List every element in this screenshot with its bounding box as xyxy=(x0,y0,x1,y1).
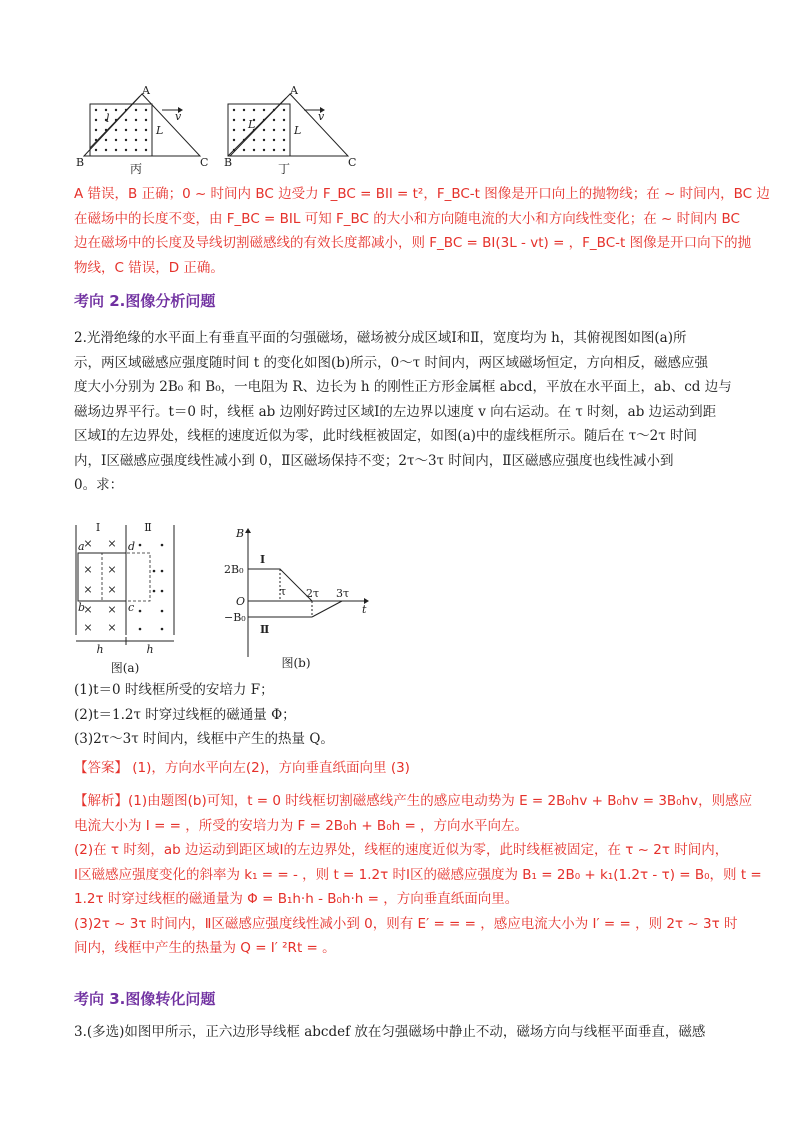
figure-a xyxy=(70,515,200,675)
label-l: l xyxy=(106,112,110,125)
analysis-line: 物线，C 错误，D 正确。 xyxy=(74,259,224,276)
region-II-label: Ⅱ xyxy=(144,521,152,534)
corner-c: c xyxy=(128,601,135,614)
svg-text:×: × xyxy=(83,583,93,596)
label-L: L xyxy=(294,124,302,137)
solution-line: (1)由题图(b)可知，t = 0 时线框切割磁感线产生的感应电动势为 E = 2B₀hv + B₀hv = 3B₀hv，则感应 xyxy=(128,793,753,809)
label-B: B xyxy=(76,156,85,169)
label-l: L xyxy=(248,118,256,131)
analysis-line: 在磁场中的长度不变，由 F_BC = BIL 可知 F_BC 的大小和方向随电流的大小和方向线性变化；在 ~ 时间内 BC xyxy=(74,210,740,227)
width-h-1: h xyxy=(96,643,104,656)
tick-3tau: 3τ xyxy=(336,587,350,600)
svg-text:×: × xyxy=(83,603,93,616)
answer-line xyxy=(74,756,734,781)
region-I-label: Ⅰ xyxy=(95,521,101,534)
question-item: (1)t＝0 时线框所受的安培力 F； xyxy=(74,682,274,698)
svg-text:×: × xyxy=(83,563,93,576)
solution-block xyxy=(74,789,762,961)
svg-text:×: × xyxy=(83,537,93,550)
solution-line: 间内，线框中产生的热量为 Q = I′ ²Rt = 。 xyxy=(74,940,336,956)
svg-text:×: × xyxy=(107,563,117,576)
solution-label: 【解析】 xyxy=(74,793,128,809)
svg-text:×: × xyxy=(107,621,117,634)
solution-line: (2)在 τ 时刻，ab 边运动到距区域Ⅰ的左边界处，线框的速度近似为零，此时线框被固定，在 τ ~ 2τ 时间内， xyxy=(74,842,729,858)
series-I-label: Ⅰ xyxy=(260,553,266,566)
tick-negB0: −B₀ xyxy=(224,611,246,624)
section-2-title: 考向 2.图像分析问题 xyxy=(74,292,216,310)
solution-line: Ⅰ区磁感应强度变化的斜率为 k₁ = = - ，则 t = 1.2τ 时Ⅰ区的磁感应强度为 B₁ = 2B₀ + k₁(1.2τ - τ) = B₀，则 t = xyxy=(74,866,762,883)
label-A: A xyxy=(290,86,298,97)
label-v: v xyxy=(318,110,325,123)
problem-2 xyxy=(74,326,734,498)
problem-line: 磁场边界平行。t＝0 时，线框 ab 边刚好跨过区域Ⅰ的左边界以速度 v 向右运动。在 τ 时刻，ab 边运动到距 xyxy=(74,403,717,420)
solution-line: (3)2τ ~ 3τ 时间内，Ⅱ区磁感应强度线性减小到 0，则有 E′ = = = ，感应电流大小为 I′ = = ，则 2τ ~ 3τ 时 xyxy=(74,915,738,932)
problem-line: 内，Ⅰ区磁感应强度线性减小到 0，Ⅱ区磁场保持不变；2τ～3τ 时间内，Ⅱ区磁感应强度也线性减小到 xyxy=(74,452,674,469)
tick-2tau: 2τ xyxy=(306,587,320,600)
solution-line: 1.2τ 时穿过线框的磁通量为 Φ = B₁h·h - B₀h·h = ，方向垂直纸面向里。 xyxy=(74,891,519,907)
question-item: (2)t＝1.2τ 时穿过线框的磁通量 Φ； xyxy=(74,706,296,723)
problem-3 xyxy=(74,1020,734,1045)
problem-line: 0。求： xyxy=(74,477,124,493)
label-C: C xyxy=(200,156,209,169)
label-B: B xyxy=(224,156,233,169)
tick-tau: τ xyxy=(280,585,287,598)
solution-line: 电流大小为 I = = ，所受的安培力为 F = 2B₀h + B₀h = ，方向水平向左。 xyxy=(74,817,529,834)
section-3-title: 考向 3.图像转化问题 xyxy=(74,990,216,1008)
axis-B-label: B xyxy=(236,527,245,540)
analysis-line: A 错误，B 正确；0 ~ 时间内 BC 边受力 F_BC = BIl = t²，F_BC-t 图像是开口向上的抛物线；在 ~ 时间内，BC 边 xyxy=(74,186,770,202)
answer-text: (1)，方向水平向左(2)，方向垂直纸面向里 (3) xyxy=(128,760,410,776)
tick-2B0: 2B₀ xyxy=(224,563,244,576)
figure-ding xyxy=(208,86,368,176)
label-A: A xyxy=(142,86,150,97)
svg-text:×: × xyxy=(107,603,117,616)
series-II-label: Ⅱ xyxy=(260,623,270,636)
problem-line: 区域Ⅰ的左边界处，线框的速度近似为零，此时线框被固定，如图(a)中的虚线框所示。随后在 τ～2τ 时间 xyxy=(74,428,698,444)
caption-b: 图(b) xyxy=(281,656,311,670)
origin-label: O xyxy=(236,595,246,608)
problem-line: 3.(多选)如图甲所示，正六边形导线框 abcdef 放在匀强磁场中静止不动，磁场方向与线框平面垂直，磁感 xyxy=(74,1024,706,1040)
question-item: (3)2τ～3τ 时间内，线框中产生的热量 Q。 xyxy=(74,731,334,747)
svg-text:×: × xyxy=(83,621,93,634)
svg-text:×: × xyxy=(107,583,117,596)
label-v: v xyxy=(175,110,182,123)
caption-ding: 丁 xyxy=(278,162,291,176)
figure-bing xyxy=(70,86,210,176)
analysis-block xyxy=(74,182,770,280)
problem-line: 度大小分别为 2B₀ 和 B₀，一电阻为 R、边长为 h 的刚性正方形金属框 abcd，平放在水平面上，ab、cd 边与 xyxy=(74,379,732,395)
answer-label: 【答案】 xyxy=(74,760,128,776)
problem-line: 2.光滑绝缘的水平面上有垂直平面的匀强磁场，磁场被分成区域Ⅰ和Ⅱ，宽度均为 h，其俯视图如图(a)所 xyxy=(74,330,687,346)
axis-t-label: t xyxy=(362,603,367,616)
corner-b: b xyxy=(78,601,86,614)
label-L: L xyxy=(156,124,164,137)
figure-b xyxy=(222,527,372,672)
caption-a: 图(a) xyxy=(110,661,140,675)
questions xyxy=(74,678,734,752)
corner-d: d xyxy=(128,540,136,553)
caption-bing: 丙 xyxy=(130,162,143,176)
problem-line: 示，两区域磁感应强度随时间 t 的变化如图(b)所示，0～τ 时间内，两区域磁场恒定，方向相反，磁感应强 xyxy=(74,354,709,371)
corner-a: a xyxy=(78,540,85,553)
label-C: C xyxy=(348,156,357,169)
analysis-line: 边在磁场中的长度及导线切割磁感线的有效长度都减小，则 F_BC = BI(3L - vt) = ，F_BC-t 图像是开口向下的抛 xyxy=(74,235,752,251)
width-h-2: h xyxy=(146,643,154,656)
svg-text:×: × xyxy=(107,537,117,550)
